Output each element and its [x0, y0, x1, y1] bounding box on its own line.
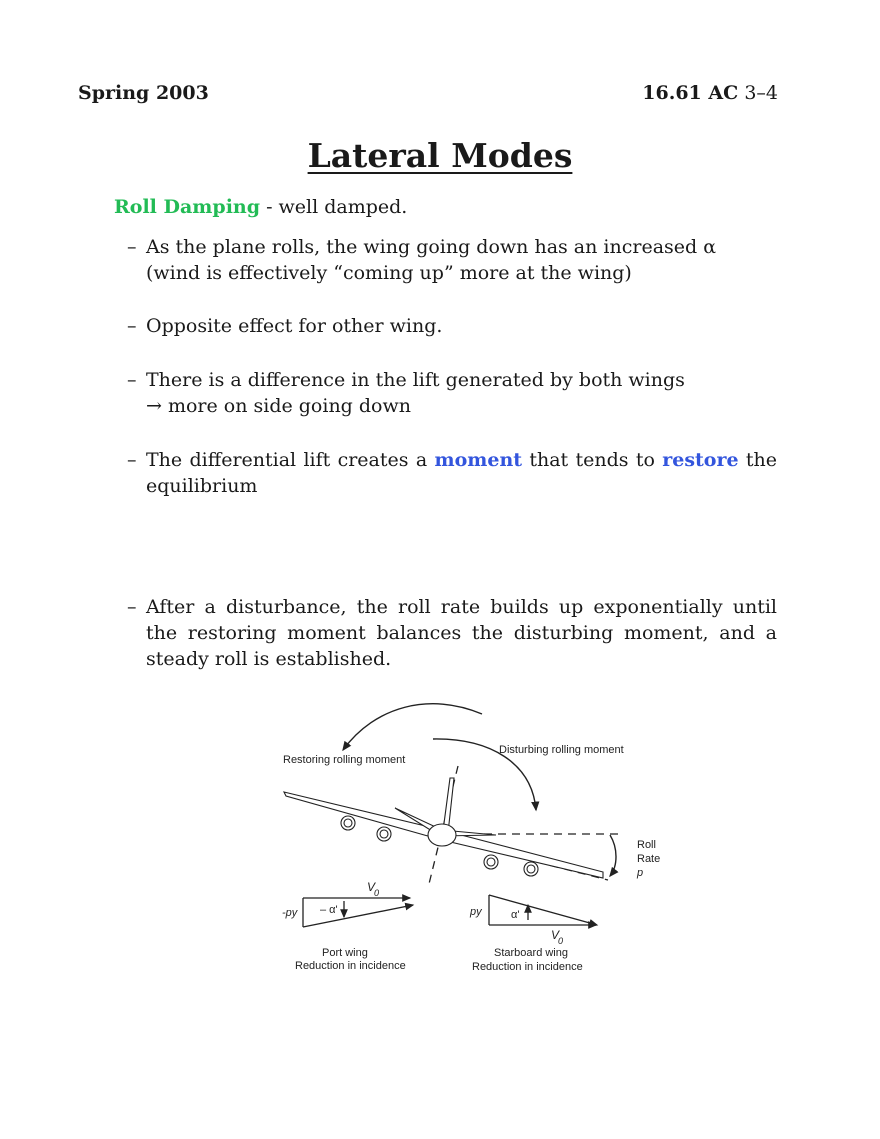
bullet-item: – Opposite effect for other wing. [127, 313, 777, 339]
starboard-v-sub: 0 [558, 936, 564, 946]
page-number: 3–4 [744, 82, 778, 104]
port-v: V [367, 880, 376, 894]
port-side-label: -py [282, 907, 298, 919]
roll-damping-heading: Roll Damping [114, 196, 261, 218]
port-alpha: – α' [320, 904, 338, 916]
starboard-wing-triangle [489, 895, 597, 925]
roll-damping-diagram [270, 698, 660, 983]
aircraft-front-view [284, 778, 603, 878]
restore-keyword: restore [662, 449, 739, 471]
port-label-1: Port wing [322, 947, 368, 959]
bullet-text: After a disturbance, the roll rate builds up exponentially until the restoring moment balances the disturbing moment, and a steady roll is established. [146, 596, 777, 670]
starboard-side-label: py [470, 906, 482, 918]
bullet-item: – As the plane rolls, the wing going down has an increased α (wind is effectively “coming up” more at the wing) [127, 236, 717, 284]
port-v-sub: 0 [374, 888, 380, 898]
section-heading [114, 196, 407, 218]
bullet-text: → more on side going down [146, 395, 411, 417]
section-subtitle: - well damped. [266, 196, 408, 218]
page-title: Lateral Modes [307, 136, 573, 175]
bullet-text: the equilibrium [146, 449, 778, 497]
bullet-text: Opposite effect for other wing. [146, 315, 443, 337]
bullet-item: – There is a difference in the lift generated by both wings → more on side going down [127, 369, 685, 417]
bullet-text: (wind is effectively “coming up” more at the wing) [146, 262, 632, 284]
bullet-item: – After a disturbance, the roll rate builds up exponentially until the restoring moment balances the disturbing moment, and a steady roll is established. [127, 596, 777, 670]
starboard-label-1: Starboard wing [494, 947, 568, 959]
bullet-text: that tends to [522, 449, 663, 471]
header-left: Spring 2003 [78, 82, 209, 104]
roll-rate-symbol: p [637, 867, 644, 879]
bullet-text: There is a difference in the lift generated by both wings [146, 369, 685, 391]
roll-rate-label-1: Roll [637, 839, 656, 851]
bullet-text: The differential lift creates a [146, 449, 435, 471]
moment-keyword: moment [434, 449, 523, 471]
roll-rate-arrow [610, 835, 616, 876]
starboard-v: V [551, 928, 560, 942]
bullet-text: As the plane rolls, the wing going down has an increased α [146, 236, 717, 258]
disturbing-label: Disturbing rolling moment [499, 744, 624, 756]
bullet-item: – The differential lift creates a moment that tends to restore the equilibrium [127, 449, 778, 497]
port-label-2: Reduction in incidence [295, 960, 406, 972]
course-code: 16.61 AC [642, 82, 739, 104]
restoring-label: Restoring rolling moment [283, 754, 406, 766]
starboard-alpha: α' [511, 909, 520, 921]
header-right [642, 82, 778, 104]
starboard-label-2: Reduction in incidence [472, 961, 583, 973]
restoring-moment-arrow [343, 704, 482, 750]
roll-rate-label-2: Rate [637, 853, 660, 865]
